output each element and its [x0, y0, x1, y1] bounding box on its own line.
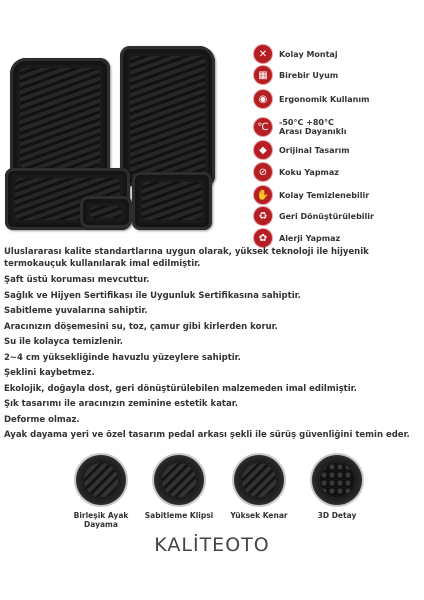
detail-label: Yüksek Kenar	[230, 511, 288, 520]
description-line: Şaft üstü koruması mevcuttur.	[4, 275, 150, 285]
feature-item	[254, 228, 420, 248]
description-line: Sabitleme yuvalarına sahiptir.	[4, 306, 148, 316]
feature-label: Kolay Montaj	[279, 49, 338, 59]
feature-label: Birebir Uyum	[279, 70, 339, 80]
feature-label: Kolay Temizlenebilir	[279, 190, 370, 200]
detail-item	[140, 455, 218, 520]
detail-label: Birleşik Ayak Dayama	[73, 511, 129, 529]
feature-item	[254, 206, 420, 226]
feature-label: Ergonomik Kullanım	[279, 94, 370, 104]
brand-name: KALİTEOTO	[154, 534, 270, 556]
description-line: Şeklini kaybetmez.	[4, 368, 95, 378]
hand-clean-icon: ✋	[254, 186, 272, 204]
floor-mats-image	[0, 40, 250, 240]
detail-item	[298, 455, 376, 520]
design-icon: ◆	[254, 141, 272, 159]
clip-detail-image	[154, 455, 204, 505]
detail-item	[220, 455, 298, 520]
car-fit-icon: ▦	[254, 66, 272, 84]
footrest-detail-image	[76, 455, 126, 505]
feature-label: Orijinal Tasarım	[279, 145, 350, 155]
detail-label: Sabitleme Klipsi	[144, 511, 214, 520]
description-line: Aracınızın döşemesini su, toz, çamur gibi kirlerden korur.	[4, 321, 278, 332]
thermometer-icon: ℃	[254, 118, 272, 136]
feature-item	[254, 114, 420, 140]
front-right-mat	[120, 46, 215, 186]
no-allergy-icon: ✿	[254, 229, 272, 247]
no-odor-icon: ⊘	[254, 163, 272, 181]
recycle-icon: ♻	[254, 207, 272, 225]
front-left-mat	[10, 58, 110, 178]
description-line: Ayak dayama yeri ve özel tasarım pedal arkası şekli ile sürüş güvenliğini temin eder.	[4, 430, 410, 440]
feature-label: -50°C +80°C Arası Dayanıklı	[279, 118, 347, 136]
description-line: Ekolojik, doğayla dost, geri dönüştürülebilen malzemeden imal edilmiştir.	[4, 383, 357, 394]
description-line: Sağlık ve Hijyen Sertifikası ile Uygunluk Sertifikasına sahiptir.	[4, 290, 301, 301]
rear-right-mat	[132, 172, 212, 230]
description-line: Deforme olmaz.	[4, 414, 80, 425]
feature-item	[254, 185, 420, 205]
description-line: 2~4 cm yüksekliğinde havuzlu yüzeylere sahiptir.	[4, 352, 241, 363]
wrench-icon: ✕	[254, 45, 272, 63]
product-description	[4, 247, 422, 444]
feature-label: Geri Dönüştürülebilir	[279, 211, 374, 221]
3d-detail-image	[312, 455, 362, 505]
feature-item	[254, 140, 420, 160]
detail-item	[62, 455, 140, 529]
rear-center-mat	[80, 196, 132, 228]
description-line: Uluslararası kalite standartlarına uygun olarak, yüksek teknoloji ile hijyenik termokauçuk kullanılarak imal edilmiştir.	[4, 247, 369, 269]
feature-item	[254, 44, 420, 64]
ergonomic-icon: ◉	[254, 90, 272, 108]
detail-label: 3D Detay	[317, 511, 357, 520]
feature-label: Alerji Yapmaz	[279, 233, 341, 243]
feature-item	[254, 162, 420, 182]
feature-label: Koku Yapmaz	[279, 167, 339, 177]
feature-item	[254, 65, 420, 85]
high-edge-detail-image	[234, 455, 284, 505]
description-line: Şık tasarımı ile aracınızın zeminine estetik katar.	[4, 399, 238, 409]
feature-item	[254, 89, 420, 109]
description-line: Su ile kolayca temizlenir.	[4, 337, 124, 347]
